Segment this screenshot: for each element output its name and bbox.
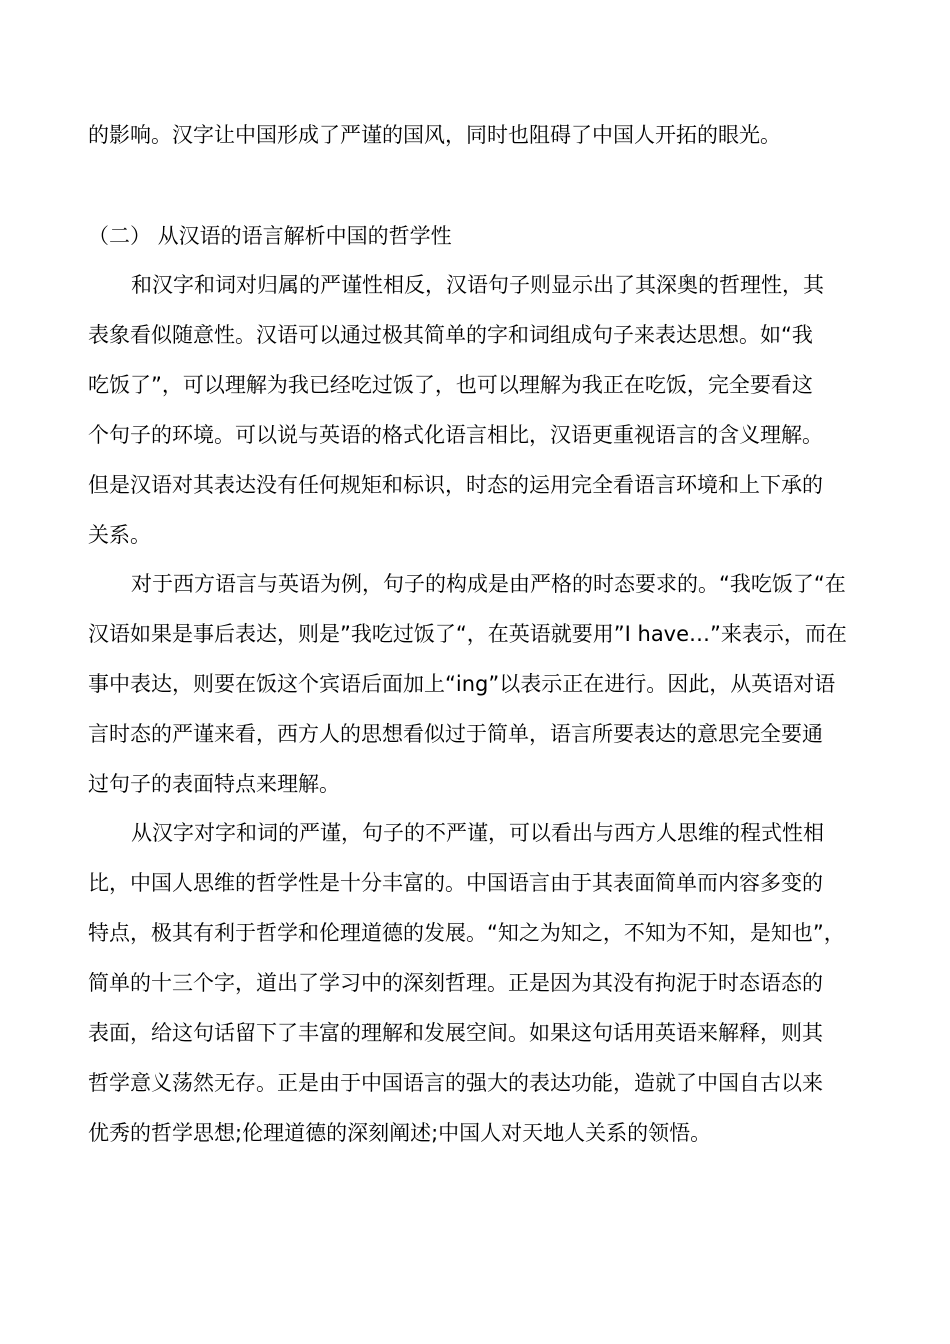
paragraph-line: 事中表达，则要在饭这个宾语后面加上“ing”以表示正在进行。因此，从英语对语 xyxy=(88,672,836,696)
paragraph-line: 言时态的严谨来看，西方人的思想看似过于简单，语言所要表达的意思完全要通 xyxy=(88,722,823,746)
paragraph-line: 从汉字对字和词的严谨，句子的不严谨，可以看出与西方人思维的程式性相 xyxy=(131,821,824,845)
paragraph-line: 和汉字和词对归属的严谨性相反，汉语句子则显示出了其深奥的哲理性，其 xyxy=(131,273,824,297)
paragraph-line: 对于西方语言与英语为例，句子的构成是由严格的时态要求的。“我吃饭了“在 xyxy=(131,572,846,596)
paragraph-line: 表面，给这句话留下了丰富的理解和发展空间。如果这句话用英语来解释，则其 xyxy=(88,1021,823,1045)
paragraph-line: 比，中国人思维的哲学性是十分丰富的。中国语言由于其表面简单而内容多变的 xyxy=(88,871,823,895)
section-heading: （二） 从汉语的语言解析中国的哲学性 xyxy=(88,224,452,248)
paragraph-line: 优秀的哲学思想;伦理道德的深刻阐述;中国人对天地人关系的领悟。 xyxy=(88,1121,712,1145)
paragraph-line: 关系。 xyxy=(88,523,151,547)
paragraph-line: 哲学意义荡然无存。正是由于中国语言的强大的表达功能，造就了中国自古以来 xyxy=(88,1071,823,1095)
paragraph-line: 汉语如果是事后表达，则是”我吃过饭了“，在英语就要用”I have…”来表示，而在 xyxy=(88,622,847,646)
paragraph-line: 的影响。汉字让中国形成了严谨的国风，同时也阻碍了中国人开拓的眼光。 xyxy=(88,123,781,147)
paragraph-line: 简单的十三个字，道出了学习中的深刻哲理。正是因为其没有拘泥于时态语态的 xyxy=(88,971,823,995)
paragraph-line: 表象看似随意性。汉语可以通过极其简单的字和词组成句子来表达思想。如“我 xyxy=(88,323,813,347)
paragraph-line: 过句子的表面特点来理解。 xyxy=(88,772,340,796)
paragraph-line: 个句子的环境。可以说与英语的格式化语言相比，汉语更重视语言的含义理解。 xyxy=(88,423,823,447)
paragraph-line: 特点，极其有利于哲学和伦理道德的发展。“知之为知之，不知为不知，是知也”， xyxy=(88,921,845,945)
paragraph-line: 吃饭了”，可以理解为我已经吃过饭了，也可以理解为我正在吃饭，完全要看这 xyxy=(88,373,813,397)
paragraph-line: 但是汉语对其表达没有任何规矩和标识，时态的运用完全看语言环境和上下承的 xyxy=(88,473,823,497)
